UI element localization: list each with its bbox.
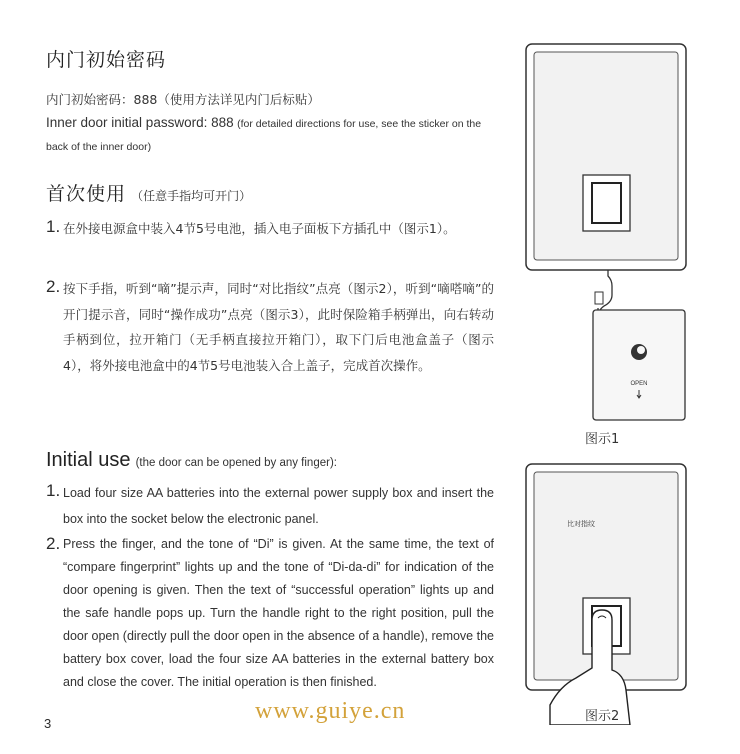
section-title-password: 内门初始密码 (46, 49, 167, 71)
figure-2-illustration (520, 460, 720, 725)
list-item (46, 533, 494, 694)
list-item-number: 1. (46, 217, 61, 236)
list-item-number: 1. (46, 481, 61, 500)
password-en-block (46, 112, 494, 158)
figure-2-caption: 图示2 (585, 709, 620, 724)
brand-logo-icon (631, 344, 647, 360)
list-item-number: 2. (46, 277, 61, 296)
figure-1-illustration (520, 40, 720, 435)
section-title-first-use (46, 179, 251, 206)
password-en-text: Inner door initial password: 888 (46, 115, 234, 130)
password-cn-line: 内门初始密码：888（使用方法详见内门后标贴） (46, 92, 320, 107)
list-item-text: Load four size AA batteries into the external power supply box and insert the box into the socket below the electronic panel. (63, 486, 494, 526)
initial-use-title: Initial use (46, 449, 131, 471)
list-item (46, 216, 494, 241)
list-item-number: 2. (46, 534, 61, 553)
section-title-initial-use (46, 449, 337, 472)
compare-fingerprint-label: 比对指纹 (567, 520, 595, 528)
first-use-subtitle: （任意手指均可开门） (131, 189, 252, 203)
password-en-note: (for detailed directions for use, see the sticker on the back of the inner door) (46, 118, 482, 153)
site-watermark: www.guiye.cn (255, 698, 406, 724)
external-power-box (593, 310, 685, 420)
list-item (46, 276, 494, 378)
first-use-title: 首次使用 (46, 183, 127, 205)
cable-plug (595, 292, 603, 304)
list-item-text: 在外接电源盒中装入4节5号电池，插入电子面板下方插孔中（图示1）。 (63, 221, 456, 236)
list-item-text: 按下手指，听到“嘀”提示声，同时“对比指纹”点亮（图示2），听到“嘀嗒嘀”的开门提示音，同时“操作成功”点亮（图示3），此时保险箱手柄弹出，向右转动手柄到位，拉开箱门（无手柄直接拉开箱门），取下门后电池盒盖子（图示4），将外接电池盒中的4节5号电池装入合上盖子，完成首次操作。 (63, 281, 494, 373)
open-label: OPEN (630, 381, 648, 387)
page-number: 3 (44, 716, 52, 731)
list-item-text: Press the finger, and the tone of “Di” is given. At the same time, the text of “compare fingerprint” lights up and the tone of “Di-da-di” for indication of the door opening is given. Then the text of “successful operation” lights up and the safe handle pops up. Turn the handle right to the right position, pull the door open (directly pull the door open in the absence of a handle), remove the battery box cover, load the four size AA batteries in the external battery box and close the cover. The initial operation is then finished. (63, 537, 494, 689)
list-item (46, 480, 494, 532)
fingerprint-sensor (592, 183, 621, 223)
initial-use-subtitle: (the door can be opened by any finger): (135, 457, 337, 469)
figure-1-caption: 图示1 (585, 432, 620, 447)
